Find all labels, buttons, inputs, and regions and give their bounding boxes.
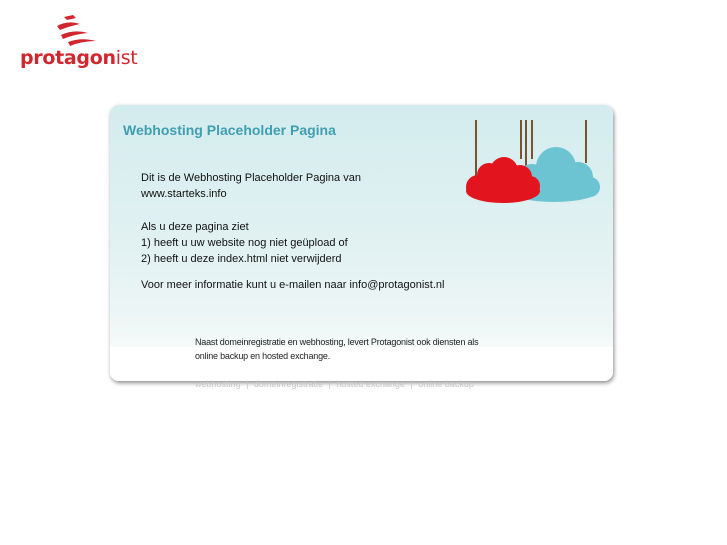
page-title: Webhosting Placeholder Pagina xyxy=(123,122,336,138)
intro-line-2-domain: www.starteks.info xyxy=(141,188,227,200)
intro-line-1: Dit is de Webhosting Placeholder Pagina van xyxy=(141,172,361,184)
info-line-3: 2) heeft u deze index.html niet verwijderd xyxy=(141,253,342,265)
placeholder-card xyxy=(110,105,613,381)
protagonist-logo[interactable] xyxy=(20,14,138,72)
contact-line: Voor meer informatie kunt u e-mailen naar info@protagonist.nl xyxy=(141,279,445,291)
footer-link-hosted-exchange[interactable]: hosted exchange xyxy=(336,379,405,389)
footer-separator: | xyxy=(328,379,331,389)
services-note-line-1: Naast domeinregistratie en webhosting, levert Protagonist ook diensten als xyxy=(195,337,479,347)
logo-wordmark-light: ist xyxy=(115,47,138,69)
footer-link-webhosting[interactable]: webhosting xyxy=(195,379,241,389)
info-line-2: 1) heeft u uw website nog niet geüpload of xyxy=(141,237,348,249)
footer-separator: | xyxy=(410,379,413,389)
footer-separator: | xyxy=(246,379,249,389)
placeholder-message xyxy=(141,170,444,293)
logo-flag-icon xyxy=(54,14,98,46)
footer-link-online-backup[interactable]: online backup xyxy=(418,379,474,389)
services-note xyxy=(195,335,478,363)
footer-link-domeinregistratie[interactable]: domeinregistratie xyxy=(253,379,323,389)
logo-wordmark-bold: protagon xyxy=(20,47,116,69)
footer-links xyxy=(195,379,474,389)
red-cloud-icon xyxy=(466,157,540,203)
logo-wordmark xyxy=(20,47,137,69)
services-note-line-2: online backup en hosted exchange. xyxy=(195,351,331,361)
hanging-clouds-illustration xyxy=(464,119,604,209)
info-line-1: Als u deze pagina ziet xyxy=(141,221,249,233)
